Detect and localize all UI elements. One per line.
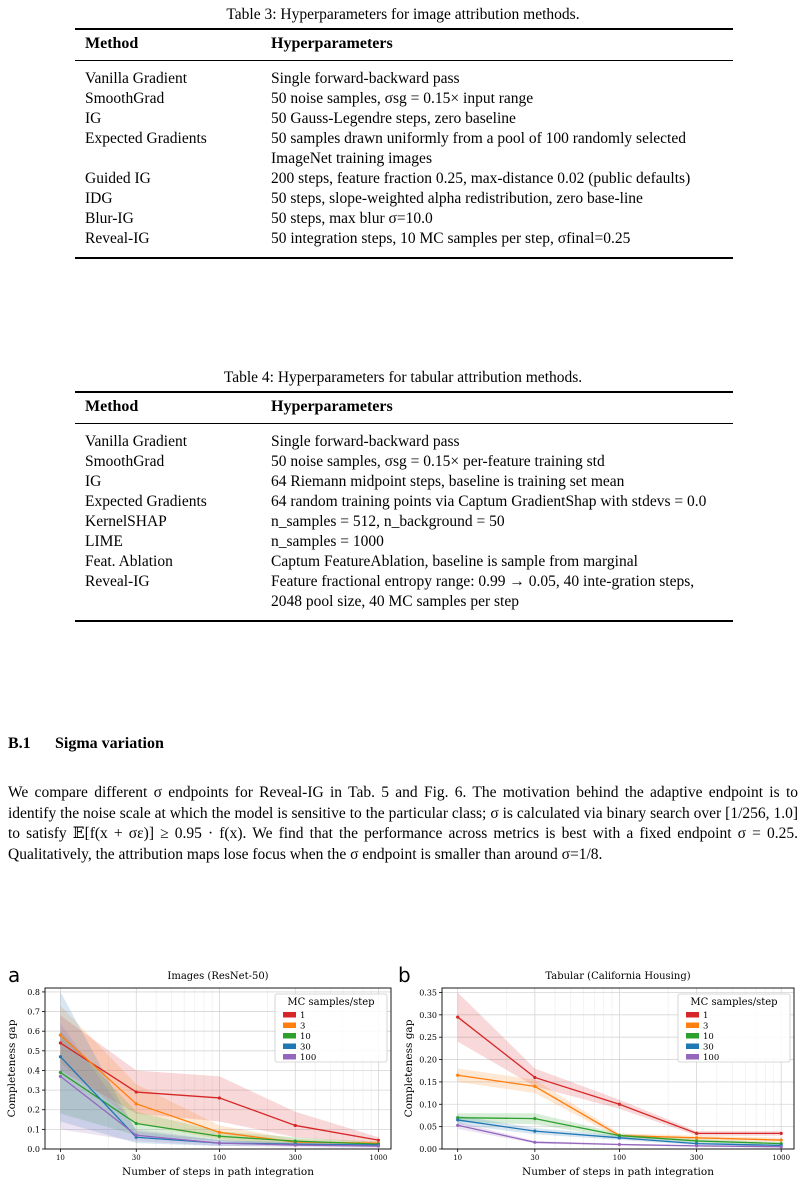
table-row (75, 492, 733, 512)
legend-swatch-10 (686, 1033, 699, 1039)
y-tick-label: 0.05 (419, 1122, 437, 1132)
method-cell: Feat. Ablation (85, 553, 173, 570)
section-heading (8, 735, 164, 753)
table3 (75, 28, 733, 259)
legend-label: 100 (703, 1053, 720, 1063)
point-series-1 (618, 1103, 621, 1106)
table-row (75, 572, 733, 621)
table-row (75, 452, 733, 472)
x-tick-label: 10 (453, 1154, 463, 1162)
table4 (75, 391, 733, 622)
hyperparameters-cell: n_samples = 512, n_background = 50 (271, 513, 505, 530)
legend-label: 1 (300, 1011, 306, 1021)
x-axis-label: Number of steps in path integration (522, 1166, 714, 1178)
point-series-100 (533, 1141, 536, 1144)
x-tick-label: 300 (288, 1154, 302, 1162)
hyperparameters-cell: Single forward-backward pass (271, 70, 460, 87)
method-cell: SmoothGrad (85, 453, 165, 470)
point-series-10 (533, 1117, 536, 1120)
point-series-10 (135, 1122, 138, 1125)
x-tick-label: 100 (212, 1154, 227, 1162)
point-series-3 (533, 1085, 536, 1088)
y-tick-label: 0.4 (27, 1066, 40, 1076)
table-row (75, 109, 733, 129)
point-series-3 (780, 1138, 783, 1141)
table-row (75, 472, 733, 492)
legend-label: 3 (703, 1021, 709, 1032)
hyperparameters-cell: 50 noise samples, σsg = 0.15× per-feature training std (271, 453, 605, 470)
legend-swatch-30 (283, 1044, 296, 1050)
legend-swatch-3 (686, 1023, 699, 1029)
table4-caption: Table 4: Hyperparameters for tabular attribution methods. (223, 369, 583, 386)
point-series-1 (294, 1124, 297, 1127)
x-tick-label: 1000 (369, 1154, 388, 1162)
point-series-100 (294, 1143, 297, 1146)
method-cell: Reveal-IG (85, 573, 150, 590)
legend-label: 3 (300, 1021, 306, 1032)
method-cell: KernelSHAP (85, 513, 167, 530)
y-tick-label: 0.10 (419, 1100, 437, 1110)
table-row (75, 169, 733, 189)
figure-completeness-gap (0, 960, 806, 1195)
y-tick-label: 0.3 (27, 1086, 40, 1096)
legend-swatch-100 (686, 1054, 699, 1060)
y-tick-label: 0.6 (27, 1027, 40, 1037)
table-row (75, 189, 733, 209)
point-series-3 (695, 1136, 698, 1139)
panel-letter-b: b (398, 963, 411, 987)
y-axis-label: Completeness gap (6, 1019, 18, 1118)
point-series-30 (618, 1136, 621, 1139)
legend-label: 10 (300, 1032, 311, 1042)
point-series-10 (218, 1135, 221, 1138)
x-tick-label: 100 (612, 1154, 627, 1162)
point-series-3 (59, 1034, 62, 1037)
method-cell: IG (85, 473, 102, 490)
table4-header-method: Method (85, 398, 139, 415)
point-series-10 (59, 1071, 62, 1074)
legend-label: 1 (703, 1011, 709, 1021)
legend-swatch-3 (283, 1023, 296, 1029)
point-series-100 (618, 1143, 621, 1146)
chart-panel-a (6, 971, 391, 1178)
legend-label: 30 (300, 1042, 311, 1053)
x-tick-label: 300 (689, 1154, 704, 1162)
hyperparameters-cell: Captum FeatureAblation, baseline is sample from marginal (271, 553, 638, 570)
x-tick-label: 30 (131, 1154, 141, 1162)
legend-swatch-10 (283, 1033, 296, 1039)
legend-swatch-30 (686, 1044, 699, 1050)
hyperparameters-cell: 50 samples drawn uniformly from a pool of 100 randomly selected ImageNet training images (271, 130, 686, 167)
method-cell: Guided IG (85, 170, 151, 187)
table3-header-params: Hyperparameters (271, 35, 393, 52)
table-row (75, 229, 733, 258)
method-cell: Blur-IG (85, 210, 134, 227)
section-title: Sigma variation (55, 735, 164, 752)
table3-header-method: Method (85, 35, 139, 52)
point-series-30 (59, 1055, 62, 1058)
method-cell: IG (85, 110, 102, 127)
hyperparameters-cell: 64 random training points via Captum GradientShap with stdevs = 0.0 (271, 493, 707, 510)
point-series-30 (456, 1118, 459, 1121)
method-cell: IDG (85, 190, 113, 207)
point-series-100 (135, 1134, 138, 1137)
y-tick-label: 0.8 (27, 987, 40, 997)
body-paragraph: We compare different σ endpoints for Reveal-IG in Tab. 5 and Fig. 6. The motivation behind the adaptive endpoint is to identify the noise scale at which the model is sensitive to the particular class; σ is calculated via binary search over [1/256, 1.0] to satisfy 𝔼[f(x + σε)] ≥ 0.95 · f(x). We find that the performance across metrics is best with a fixed endpoint σ = 0.25. Qualitatively, the attribution maps lose focus when the σ endpoint is smaller than around σ=1/8. (8, 784, 798, 863)
y-tick-label: 0.1 (27, 1125, 40, 1135)
table-row (75, 512, 733, 532)
chart-title: Tabular (California Housing) (545, 971, 691, 982)
table3-caption: Table 3: Hyperparameters for image attribution methods. (226, 6, 580, 23)
point-series-1 (377, 1139, 380, 1142)
legend-swatch-100 (283, 1054, 296, 1060)
method-cell: SmoothGrad (85, 90, 165, 107)
hyperparameters-cell: 50 noise samples, σsg = 0.15× input range (271, 90, 534, 107)
legend-swatch-1 (686, 1012, 699, 1018)
y-tick-label: 0.30 (419, 1010, 437, 1020)
hyperparameters-cell: 200 steps, feature fraction 0.25, max-distance 0.02 (public defaults) (271, 170, 691, 187)
point-series-3 (135, 1102, 138, 1105)
method-cell: Expected Gradients (85, 493, 207, 510)
table-row (75, 532, 733, 552)
y-tick-label: 0.25 (419, 1033, 437, 1043)
hyperparameters-cell: n_samples = 1000 (271, 533, 384, 550)
hyperparameters-cell: 64 Riemann midpoint steps, baseline is training set mean (271, 473, 625, 490)
hyperparameters-cell: 50 steps, slope-weighted alpha redistribution, zero base-line (271, 190, 643, 207)
point-series-100 (377, 1144, 380, 1147)
y-tick-label: 0.2 (27, 1105, 40, 1115)
section-number: B.1 (8, 735, 31, 752)
hyperparameters-cell: 50 Gauss-Legendre steps, zero baseline (271, 110, 516, 127)
point-series-100 (780, 1145, 783, 1148)
table-row (75, 61, 733, 90)
point-series-1 (218, 1096, 221, 1099)
y-tick-label: 0.20 (419, 1055, 437, 1065)
table-row (75, 552, 733, 572)
y-tick-label: 0.00 (419, 1145, 437, 1154)
hyperparameters-cell: 50 integration steps, 10 MC samples per step, σfinal=0.25 (271, 230, 631, 247)
chart-title: Images (ResNet-50) (167, 971, 269, 982)
legend-label: 30 (703, 1042, 714, 1053)
y-tick-label: 0.35 (419, 988, 437, 998)
legend-title: MC samples/step (690, 997, 778, 1008)
point-series-1 (695, 1132, 698, 1135)
table-row (75, 129, 733, 169)
x-tick-label: 30 (530, 1154, 540, 1162)
hyperparameters-cell: Feature fractional entropy range: 0.99 → 0.05, 40 inte-gration steps, 2048 pool size, 40 MC samples per step (271, 573, 695, 610)
chart-panel-b (403, 971, 794, 1178)
point-series-1 (135, 1090, 138, 1093)
point-series-30 (533, 1130, 536, 1133)
point-series-100 (456, 1124, 459, 1127)
point-series-10 (294, 1140, 297, 1143)
table-row (75, 424, 733, 453)
y-axis-label: Completeness gap (403, 1019, 415, 1118)
point-series-100 (59, 1075, 62, 1078)
table-row (75, 209, 733, 229)
legend-swatch-1 (283, 1012, 296, 1018)
x-axis-label: Number of steps in path integration (122, 1166, 314, 1178)
y-tick-label: 0.0 (27, 1145, 40, 1154)
x-tick-label: 1000 (772, 1154, 791, 1162)
table4-header-params: Hyperparameters (271, 398, 393, 415)
point-series-1 (533, 1076, 536, 1079)
legend-title: MC samples/step (287, 997, 375, 1008)
method-cell: Vanilla Gradient (85, 70, 188, 87)
point-series-100 (695, 1144, 698, 1147)
legend-label: 100 (300, 1053, 317, 1063)
point-series-1 (456, 1015, 459, 1018)
point-series-1 (59, 1041, 62, 1044)
x-tick-label: 10 (55, 1154, 65, 1162)
table-row (75, 89, 733, 109)
y-tick-label: 0.5 (27, 1046, 40, 1056)
y-tick-label: 0.7 (27, 1007, 40, 1017)
hyperparameters-cell: Single forward-backward pass (271, 433, 460, 450)
legend-label: 10 (703, 1032, 714, 1042)
hyperparameters-cell: 50 steps, max blur σ=10.0 (271, 210, 433, 227)
point-series-1 (780, 1132, 783, 1135)
point-series-3 (218, 1131, 221, 1134)
y-tick-label: 0.15 (419, 1077, 437, 1087)
point-series-100 (218, 1142, 221, 1145)
method-cell: Expected Gradients (85, 130, 207, 147)
method-cell: LIME (85, 533, 123, 550)
panel-letter-a: a (8, 963, 21, 987)
method-cell: Reveal-IG (85, 230, 150, 247)
point-series-3 (456, 1074, 459, 1077)
method-cell: Vanilla Gradient (85, 433, 188, 450)
